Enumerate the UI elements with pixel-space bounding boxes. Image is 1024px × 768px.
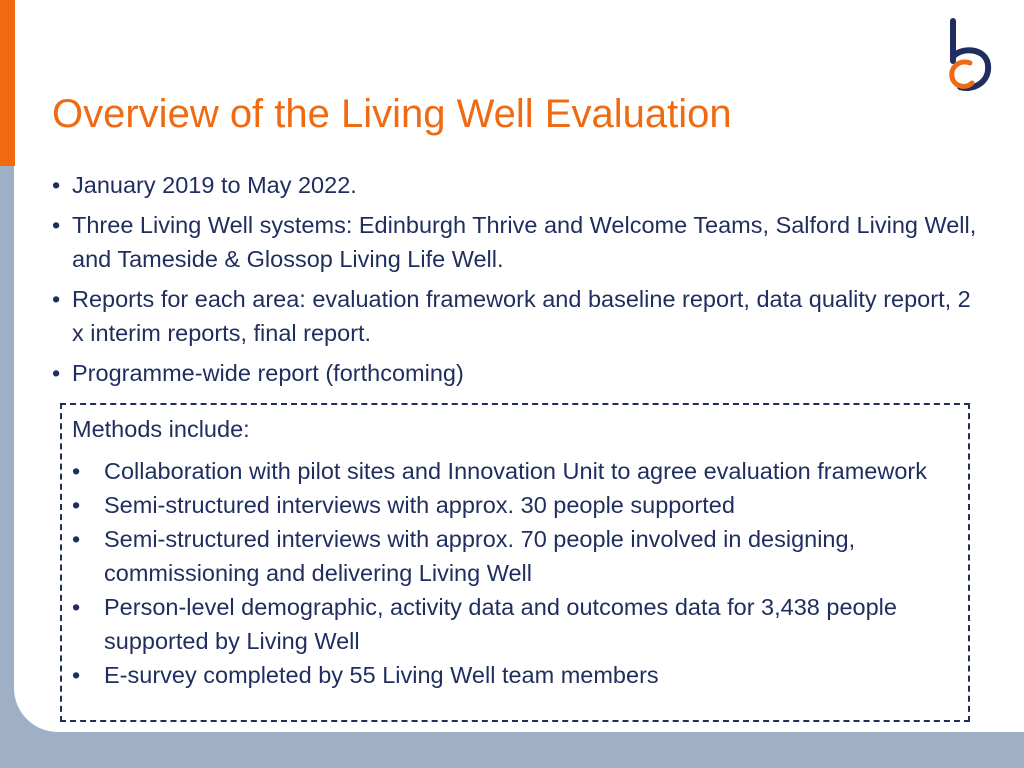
list-item bbox=[48, 168, 988, 202]
orange-accent-bar bbox=[0, 0, 15, 166]
bullet-icon: • bbox=[52, 212, 61, 238]
overview-bullet-list bbox=[48, 168, 988, 396]
bullet-text: Reports for each area: evaluation framework and baseline report, data quality report, 2 x interim reports, final report. bbox=[72, 286, 971, 346]
bc-logo-icon bbox=[942, 17, 994, 95]
bullet-icon: • bbox=[52, 360, 61, 386]
method-text: Collaboration with pilot sites and Innovation Unit to agree evaluation framework bbox=[104, 458, 927, 484]
bullet-icon: • bbox=[72, 526, 81, 552]
bullet-icon: • bbox=[72, 492, 81, 518]
bullet-text: Programme-wide report (forthcoming) bbox=[72, 360, 464, 386]
method-text: Semi-structured interviews with approx. 70 people involved in designing, commissioning and delivering Living Well bbox=[104, 526, 856, 586]
list-item bbox=[48, 356, 988, 390]
slide-title: Overview of the Living Well Evaluation bbox=[52, 92, 732, 136]
methods-box bbox=[60, 403, 970, 722]
bullet-icon: • bbox=[72, 458, 81, 484]
list-item bbox=[48, 282, 988, 350]
methods-list bbox=[72, 454, 967, 692]
bullet-icon: • bbox=[52, 172, 61, 198]
bullet-icon: • bbox=[52, 286, 61, 312]
list-item bbox=[72, 658, 967, 692]
list-item bbox=[72, 522, 967, 590]
list-item bbox=[48, 208, 988, 276]
bullet-icon: • bbox=[72, 594, 81, 620]
list-item bbox=[72, 590, 967, 658]
list-item bbox=[72, 454, 967, 488]
bullet-text: Three Living Well systems: Edinburgh Thrive and Welcome Teams, Salford Living Well, and Tameside & Glossop Living Life Well. bbox=[72, 212, 977, 272]
list-item bbox=[72, 488, 967, 522]
methods-heading: Methods include: bbox=[72, 416, 250, 442]
method-text: E-survey completed by 55 Living Well team members bbox=[104, 662, 659, 688]
method-text: Person-level demographic, activity data and outcomes data for 3,438 people supported by Living Well bbox=[104, 594, 897, 654]
bullet-text: January 2019 to May 2022. bbox=[72, 172, 357, 198]
method-text: Semi-structured interviews with approx. 30 people supported bbox=[104, 492, 735, 518]
bullet-icon: • bbox=[72, 662, 81, 688]
